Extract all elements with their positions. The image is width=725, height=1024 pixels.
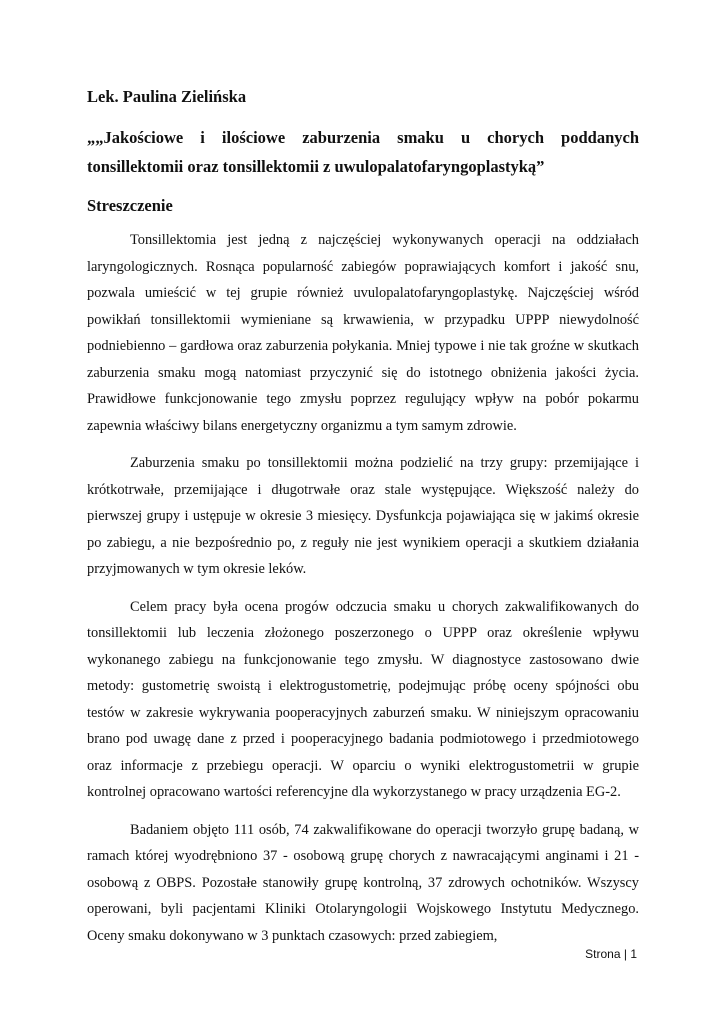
page-content: [87, 86, 639, 960]
abstract-paragraph-2: Zaburzenia smaku po tonsillektomii można podzielić na trzy grupy: przemijające i krótkotrwałe, przemijające i długotrwałe oraz stale występujące. Większość należy do pierwszej grupy i ustępuje w okresie 3 miesięcy. Dysfunkcja pojawiająca się w jakimś okresie po zabiegu, a nie bezpośrednio po, z reguły nie jest wynikiem operacji a skutkiem działania przyjmowanych w tym okresie leków.: [87, 455, 639, 577]
abstract-paragraph-1: Tonsillektomia jest jedną z najczęściej wykonywanych operacji na oddziałach laryngologicznych. Rosnąca popularność zabiegów poprawiających komfort i jakość snu, pozwala umieścić w tej grupie również uvulopalatofaryngoplastykę. Najczęściej wśród powikłań tonsillektomii wymieniane są krwawienia, w przypadku UPPP niewydolność podniebienno – gardłowa oraz zaburzenia połykania. Mniej typowe i nie tak groźne w skutkach zaburzenia smaku mogą natomiast przyczynić się do istotnego obniżenia jakości życia. Prawidłowe funkcjonowanie tego zmysłu poprzez regulujący wpływ na pobór pokarmu zapewnia właściwy bilans energetyczny organizmu a tym samym zdrowie.: [87, 232, 639, 434]
thesis-title: „„Jakościowe i ilościowe zaburzenia smaku u chorych poddanych tonsillektomii oraz tonsillektomii z uwulopalatofaryngoplastyką”: [87, 128, 639, 176]
abstract-paragraph-4: Badaniem objęto 111 osób, 74 zakwalifikowane do operacji tworzyło grupę badaną, w ramach której wyodrębniono 37 - osobową grupę chorych z nawracającymi anginami i 21 - osobową z OBPS. Pozostałe stanowiły grupę kontrolną, 37 zdrowych ochotników. Wszyscy operowani, byli pacjentami Kliniki Otolaryngologii Wojskowego Instytutu Medycznego. Oceny smaku dokonywano w 3 punktach czasowych: przed zabiegiem,: [87, 821, 639, 944]
author-name: Lek. Paulina Zielińska: [87, 87, 247, 106]
abstract-paragraph-3: Celem pracy była ocena progów odczucia smaku u chorych zakwalifikowanych do tonsillektomii lub leczenia złożonego poszerzonego o UPPP oraz określenie wpływu wykonanego zabiegu na funkcjonowanie tego zmysłu. W diagnostyce zastosowano dwie metody: gustometrię swoistą i elektrogustometrię, podejmując próbę oceny spójności obu testów w zakresie wykrywania pooperacyjnych zaburzeń smaku. W niniejszym opracowaniu brano pod uwagę dane z przed i pooperacyjnego badania podmiotowego i przedmiotowego oraz informacje z przebiegu operacji. W oparciu o wyniki elektrogustometrii w grupie kontrolnej opracowano wartości referencyjne dla wykorzystanego w pracy urządzenia EG-2.: [87, 598, 639, 800]
section-heading: Streszczenie: [87, 196, 173, 215]
page-number-footer: Strona | 1: [585, 947, 637, 961]
